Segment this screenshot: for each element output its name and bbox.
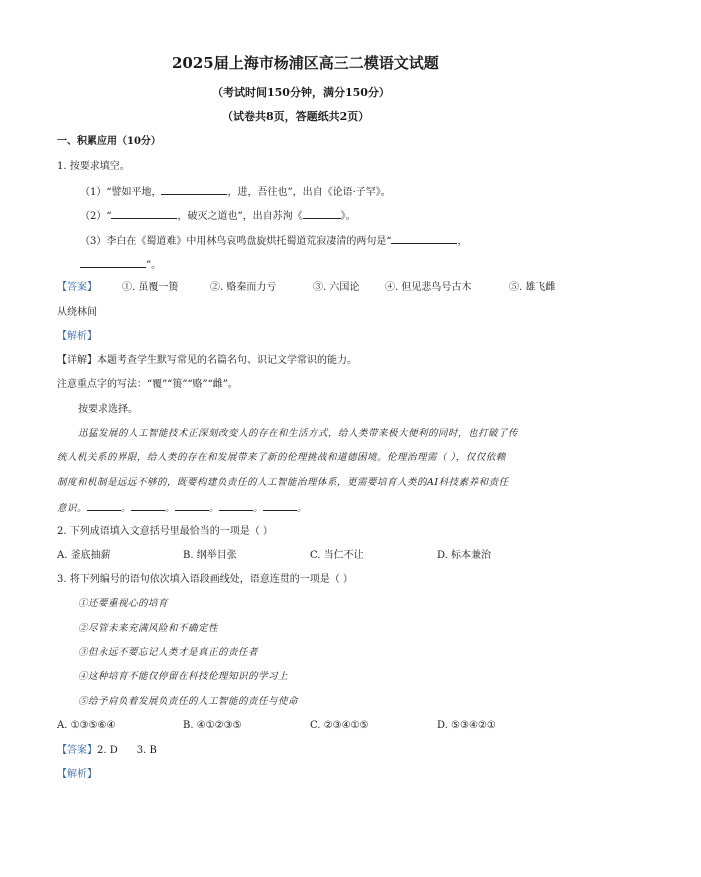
- page-title: 2025届上海市杨浦区高三二模语文试题: [172, 54, 439, 72]
- q1-s3-close: ”。: [146, 260, 162, 271]
- sentence-item: ⑤给予肩负着发展负责任的人工智能的责任与使命: [78, 696, 299, 707]
- answer-blank[interactable]: [303, 208, 341, 219]
- answer-blank[interactable]: [131, 500, 165, 511]
- sentence-item: ②尽管未来充满风险和不确定性: [78, 623, 219, 634]
- answer-text: 2. D 3. B: [97, 745, 157, 756]
- answer-blank[interactable]: [219, 500, 253, 511]
- answer-2-3: [57, 744, 157, 758]
- option-b[interactable]: B. 纲举目张: [183, 550, 237, 561]
- answer-item: ②. 赂秦而力亏: [210, 282, 277, 293]
- passage-end-text: 意识。: [57, 503, 88, 514]
- question-1-item-1: [80, 184, 391, 200]
- question-3-heading: 3. 将下列编号的语句依次填入语段画线处，语意连贯的一项是（ ）: [57, 574, 353, 585]
- note-text: 注意重点字的写法：“覆”“篑”“赂”“雌”。: [57, 379, 238, 390]
- option-a[interactable]: A. ①③⑤⑥④: [57, 720, 116, 731]
- q1-s3-text: （3）李白在《蜀道难》中用林鸟哀鸣盘旋烘托蜀道荒寂凄清的两句是“: [80, 236, 392, 247]
- answer-blank[interactable]: [80, 257, 146, 268]
- q1-s1-prefix: （1）“譬如平地，: [80, 187, 162, 198]
- detail-text: 【详解】本题考查学生默写常见的名篇名句、识记文学常识的能力。: [57, 355, 357, 366]
- section-heading: 一、积累应用（10分）: [57, 136, 161, 147]
- answer-item: ⑤. 雄飞雌: [509, 282, 556, 293]
- question-1-item-3: [80, 233, 467, 249]
- passage-line: 制度和机制是远远不够的，既要构建负责任的人工智能治理体系，更需要培育人类的AI科技素养和责任: [57, 477, 509, 488]
- answer-item: ④. 但见悲鸟号古木: [385, 282, 472, 293]
- answer-blank[interactable]: [263, 500, 297, 511]
- answer-item: ①. 虽覆一篑: [122, 282, 179, 293]
- sentence-item: ③但永远不要忘记人类才是真正的责任者: [78, 647, 259, 658]
- analysis-tag: 【解析】: [57, 769, 97, 780]
- option-d[interactable]: D. ⑤③④②①: [437, 720, 496, 731]
- option-c[interactable]: C. 当仁不让: [310, 550, 364, 561]
- answer-tag: 【答案】: [57, 745, 97, 756]
- answer-blank[interactable]: [87, 500, 121, 511]
- sentence-item: ④这种培育不能仅停留在科技伦理知识的学习上: [78, 671, 289, 682]
- answer-blank[interactable]: [111, 208, 177, 219]
- answer-blank[interactable]: [391, 233, 457, 244]
- passage-line-final: 意识。 。 。 。 。 。: [57, 500, 307, 516]
- option-c[interactable]: C. ②③④①⑤: [310, 720, 369, 731]
- sentence-item: ①还要重视心的培育: [78, 598, 169, 609]
- answer-continuation: 从绕林间: [57, 307, 97, 318]
- question-2-heading: 2. 下列成语填入文意括号里最恰当的一项是（ ）: [57, 526, 273, 537]
- question-1-item-2: [80, 208, 356, 224]
- option-b[interactable]: B. ④①②③⑤: [183, 720, 242, 731]
- q1-s1-suffix: ，进，吾往也”，出自《论语·子罕》。: [227, 187, 391, 198]
- question-1-heading: 1. 按要求填空。: [57, 161, 130, 172]
- question-1-item-3-cont: [80, 257, 161, 273]
- instruction-text: 按要求选择。: [78, 404, 138, 415]
- analysis-tag: 【解析】: [57, 331, 97, 342]
- option-a[interactable]: A. 釜底抽薪: [57, 550, 111, 561]
- option-d[interactable]: D. 标本兼治: [437, 550, 492, 561]
- q1-s2-prefix: （2）“: [80, 211, 112, 222]
- q1-s3-comma: ，: [457, 236, 468, 247]
- q1-s2-middle: ，破灭之道也”，出自苏洵《: [177, 211, 303, 222]
- exam-time-note: （考试时间150分钟，满分150分）: [212, 86, 390, 99]
- passage-line: 迅猛发展的人工智能技术正深刻改变人的存在和生活方式，给人类带来极大便利的同时，也打破了传: [78, 428, 519, 439]
- answer-tag: 【答案】: [57, 282, 97, 293]
- passage-line: 统人机关系的界限，给人类的存在和发展带来了新的伦理挑战和道德困境。伦理治理需（ ），仅仅依赖: [57, 452, 506, 463]
- answer-blank[interactable]: [161, 184, 227, 195]
- answer-blank[interactable]: [175, 500, 209, 511]
- page-count-note: （试卷共8页，答题纸共2页）: [222, 110, 370, 123]
- answer-item: ③. 六国论: [313, 282, 360, 293]
- q1-s2-suffix: 》。: [340, 211, 356, 222]
